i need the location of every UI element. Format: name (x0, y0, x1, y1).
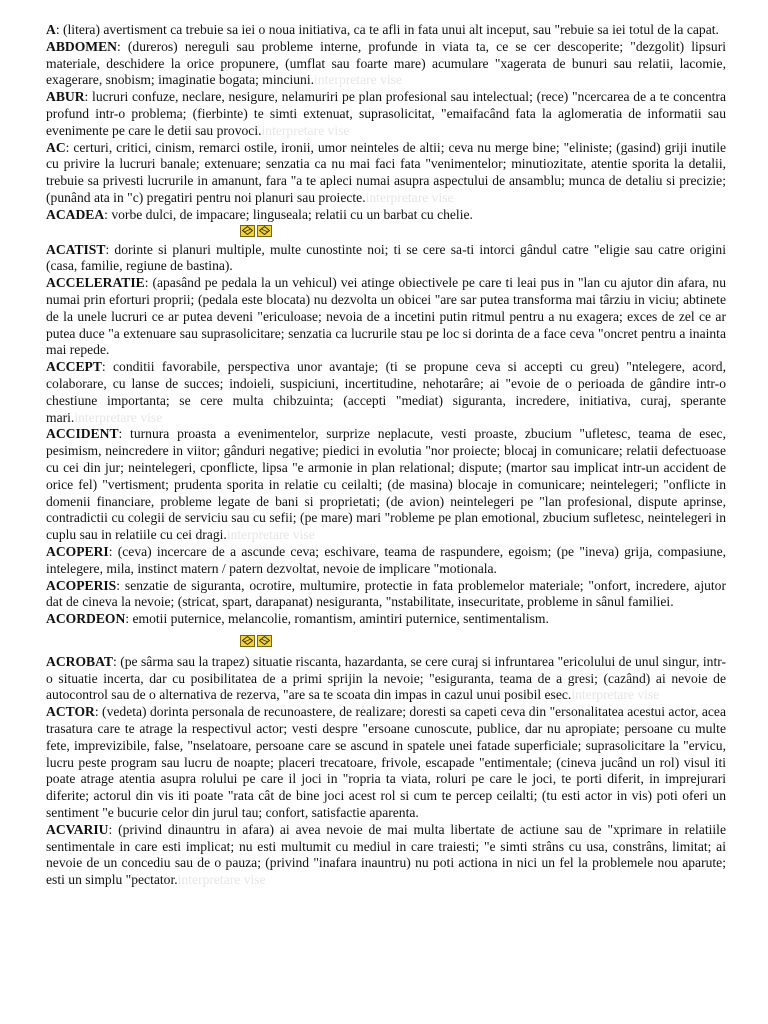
entry-definition: : (pe sârma sau la trapez) situatie riscanta, hazardanta, se cere curaj si infruntarea "ericolului de unul singur, intr-o situatie incerta, dar cu posibilitatea de a primi sprijin la nevoie; "esiguranta, teama de a gresi; (cazând) ai nevoie de autocontrol sau de o alternativa de rezerva, "are sa te scoata din impas in cazul unui posibil esec. (46, 653, 726, 703)
entry-definition: : certuri, critici, cinism, remarci ostile, ironii, umor neinteles de altii; ceva nu merge bine; "eliniste; (gasind) griji inutile cu privire la lucruri banale; extenuare; senzatia ca nu mai faci fata "venimentelor; minutiozitate, atentie sporita la detalii, trebuie sa privesti lucrurile in amanunt, fara "a te apleci numai asupra aspectului de ansamblu; munca de detaliu si precizie; (punând ata in "c) pregatiri pentru noi planuri sau proiecte. (46, 139, 726, 205)
entry-term: ACROBAT (46, 653, 113, 669)
entry-term: ACOPERIS (46, 577, 117, 593)
watermark-link[interactable]: interpretare vise (177, 872, 266, 888)
entry-definition: : (litera) avertisment ca trebuie sa iei o noua initiativa, ca te afli in fata unui alt inceput, sau "rebuie sa iei totul de la capat. (55, 22, 719, 37)
entry-term: AC (46, 139, 66, 155)
entry-acordeon (46, 611, 726, 628)
entry-actor (46, 704, 726, 822)
watermark-link[interactable]: interpretare vise (365, 189, 454, 205)
entry-acrobat (46, 654, 726, 704)
entry-term: ACCEPT (46, 359, 102, 375)
entry-definition: : vorbe dulci, de impacare; linguseala; relatii cu un barbat cu chelie. (104, 206, 473, 222)
entry-accident (46, 426, 726, 544)
ornament-icons (240, 225, 272, 237)
entry-definition: : conditii favorabile, perspectiva unor avantaje; (ti se propune ceva si accepti cu greu) "ntelegere, acord, colaborare, cu lanse de succes; indoieli, suspiciuni, incertitudine, nehotarâre; ai "evoie de o perioada de gândire intr-o chestiune importanta; se cere multa chibzuinta; (accepti "mediat) siguranta, incredere, initiativa, curaj, sperante mari. (46, 359, 726, 425)
entry-definition: : (dureros) nereguli sau probleme interne, profunde in viata ta, ce se cer descoperite; "dezgolit) lipsuri materiale, deschidere la orice propunere, (umflat sau foarte mare) acumulare "xagerata de bunuri sau relatii, lacomie, exagerare, snobism; imaginatie bogata; minciuni. (46, 38, 726, 88)
entry-term: ACADEA (46, 206, 105, 222)
entry-acoperi (46, 544, 726, 578)
ornament-icons (240, 635, 272, 647)
watermark-link[interactable]: interpretare vise (571, 687, 660, 703)
watermark-link[interactable]: interpretare vise (226, 527, 315, 543)
entry-term: ACCELERATIE (46, 275, 145, 291)
diamond-ornament-icon (257, 635, 272, 647)
watermark-link[interactable]: interpretare vise (261, 122, 350, 138)
entry-term: ACTOR (46, 704, 95, 720)
diamond-ornament-icon (240, 635, 255, 647)
entry-acvariu (46, 822, 726, 889)
diamond-ornament-icon (240, 225, 255, 237)
entry-term: ABDOMEN (46, 38, 117, 54)
entry-term: ABUR (46, 89, 85, 105)
entry-acadea (46, 207, 726, 224)
entry-a (46, 22, 726, 39)
entry-definition: : lucruri confuze, neclare, nesigure, nelamuriri pe plan profesional sau intelectual; (rece) "ncercarea de a te concentra profund intr-o problema; (fierbinte) te simti extenuat, suprasolicitat, "emaifacând fata la aglomeratia de informatii sau evenimente pe care le detii sau provoci. (46, 89, 726, 138)
watermark-link[interactable]: interpretare vise (74, 409, 163, 425)
entry-acceleratie (46, 275, 726, 359)
ornament-divider (46, 224, 726, 242)
entry-term: ACVARIU (46, 821, 109, 837)
entry-definition: : dorinte si planuri multiple, multe cunostinte noi; ti se cere sa-ti intorci gândul catre "eligie sau catre origini (casa, familie, regiune de bastina). (46, 241, 726, 274)
entry-ac (46, 140, 726, 207)
entry-accept (46, 359, 726, 426)
entry-abdomen (46, 39, 726, 89)
entry-definition: : (privind dinauntru in afara) ai avea nevoie de mai multa libertate de actiune sau de "xprimare in relatiile sentimentale in care esti implicat; nu esti multumit cu mediul in care traiesti; "e simti strâns cu usa, constrâns, limitat; ai nevoie de un concediu sau de o pauza; (privind "inafara inauntru) nu poti actiona in nici un fel la problemele nou aparute; esti un simplu "pectator. (46, 821, 726, 888)
entry-term: ACORDEON (46, 611, 126, 627)
entry-acatist (46, 242, 726, 276)
entry-definition: : (apasând pe pedala la un vehicul) vei atinge obiectivele pe care ti leai pus in "lan cu ajutor din afara, nu numai prin eforturi proprii; (pedala este blocata) nu dezvolta un obicei "are sar putea transforma mai târziu in viciu; abtinete de la unele lucruri ce ar putea deveni "ericuloase; nevoia de a incetini putin ritmul pentru a nu exagera; exces de zel ce ar putea duce "a extenuare sau suprasolicitare; senzatia ca lucrurile stau pe loc si dorinta de a face ceva "oncret pentru a inainta mai repede. (46, 275, 726, 358)
entry-definition: : turnura proasta a evenimentelor, surprize neplacute, vesti proaste, zbucium "ufletesc, teama de esec, pesimism, neincredere in viitor; gânduri negative; piedici in evolutia "nor proiecte; blocaj in comunicare; relatii defectuoase cu cei din jur; neintelegeri, cponflicte, lipsa "e armonie in plan relational; dispute; (martor sau implicat intr-un accident de orice fel) "vertisment; prudenta sporita in relatie cu ceilalti; (de masina) blocaje in comunicare; neintelegeri; "onflicte in domenii financiare, probleme legate de bani si proprietati; (de avion) neintelegeri pe "lan profesional, dispute aprinse, contradictii cu colegii de serviciu sau cu sefii; (pe mare) mari "robleme pe plan emotional, zbucium sufletesc, neintelegeri in cuplu sau in relatiile cu cei dragi. (46, 426, 726, 543)
entry-term: A (46, 22, 56, 37)
entry-term: ACATIST (46, 241, 106, 257)
entry-definition: : (vedeta) dorinta personala de recunoastere, de realizare; doresti sa capeti ceva din "ersonalitatea acestui actor, acea trasatura care te atrage la respectivul actor; vesti despre "ersoane cunoscute, publice, dar nu apropiate; persoane cu multe fete, imprevizibile, false, "nselatoare, persoane care se ascund in spatele unei fatade superficiale; suprasolicitare la "ervicu, lucru peste program sau lucru de noapte; placeri trecatoare, frivole, escapade "entimentale; (cineva jucând un rol) visul iti poate atrage atentia asupra rolului pe care il joci in "ropria ta viata, roluri pe care le joci, te porti diferit, in imprejurari diferite; actorul din vis iti poate "rata cât de bine joci acest rol si cum te percep ceilalti; (tu esti actor in vis) poti oferi un sentiment "e bucurie celor din jurul tau; confort, satisfactie aparenta. (46, 704, 726, 821)
watermark-link[interactable]: interpretare vise (314, 72, 402, 88)
entry-acoperis (46, 578, 726, 612)
dream-dictionary-document (46, 22, 726, 889)
ornament-divider (46, 628, 726, 654)
entry-definition: : emotii puternice, melancolie, romantism, amintiri puternice, sentimentalism. (125, 611, 549, 627)
entry-term: ACCIDENT (46, 426, 119, 442)
entry-definition: : senzatie de siguranta, ocrotire, multumire, protectie in fata problemelor materiale; "onfort, incredere, ajutor dat de cineva la nevoie; (stricat, spart, darapanat) nesiguranta, "nstabilitate, insecuritate, probleme in sânul familiei. (46, 577, 726, 610)
entry-definition: : (ceva) incercare de a ascunde ceva; eschivare, teama de raspundere, egoism; (pe "ineva) grija, compasiune, intelegere, mila, instinct matern / patern dezvoltat, nevoie de implicare "motionala. (46, 543, 726, 576)
entry-abur (46, 89, 726, 139)
entry-term: ACOPERI (46, 543, 109, 559)
diamond-ornament-icon (257, 225, 272, 237)
